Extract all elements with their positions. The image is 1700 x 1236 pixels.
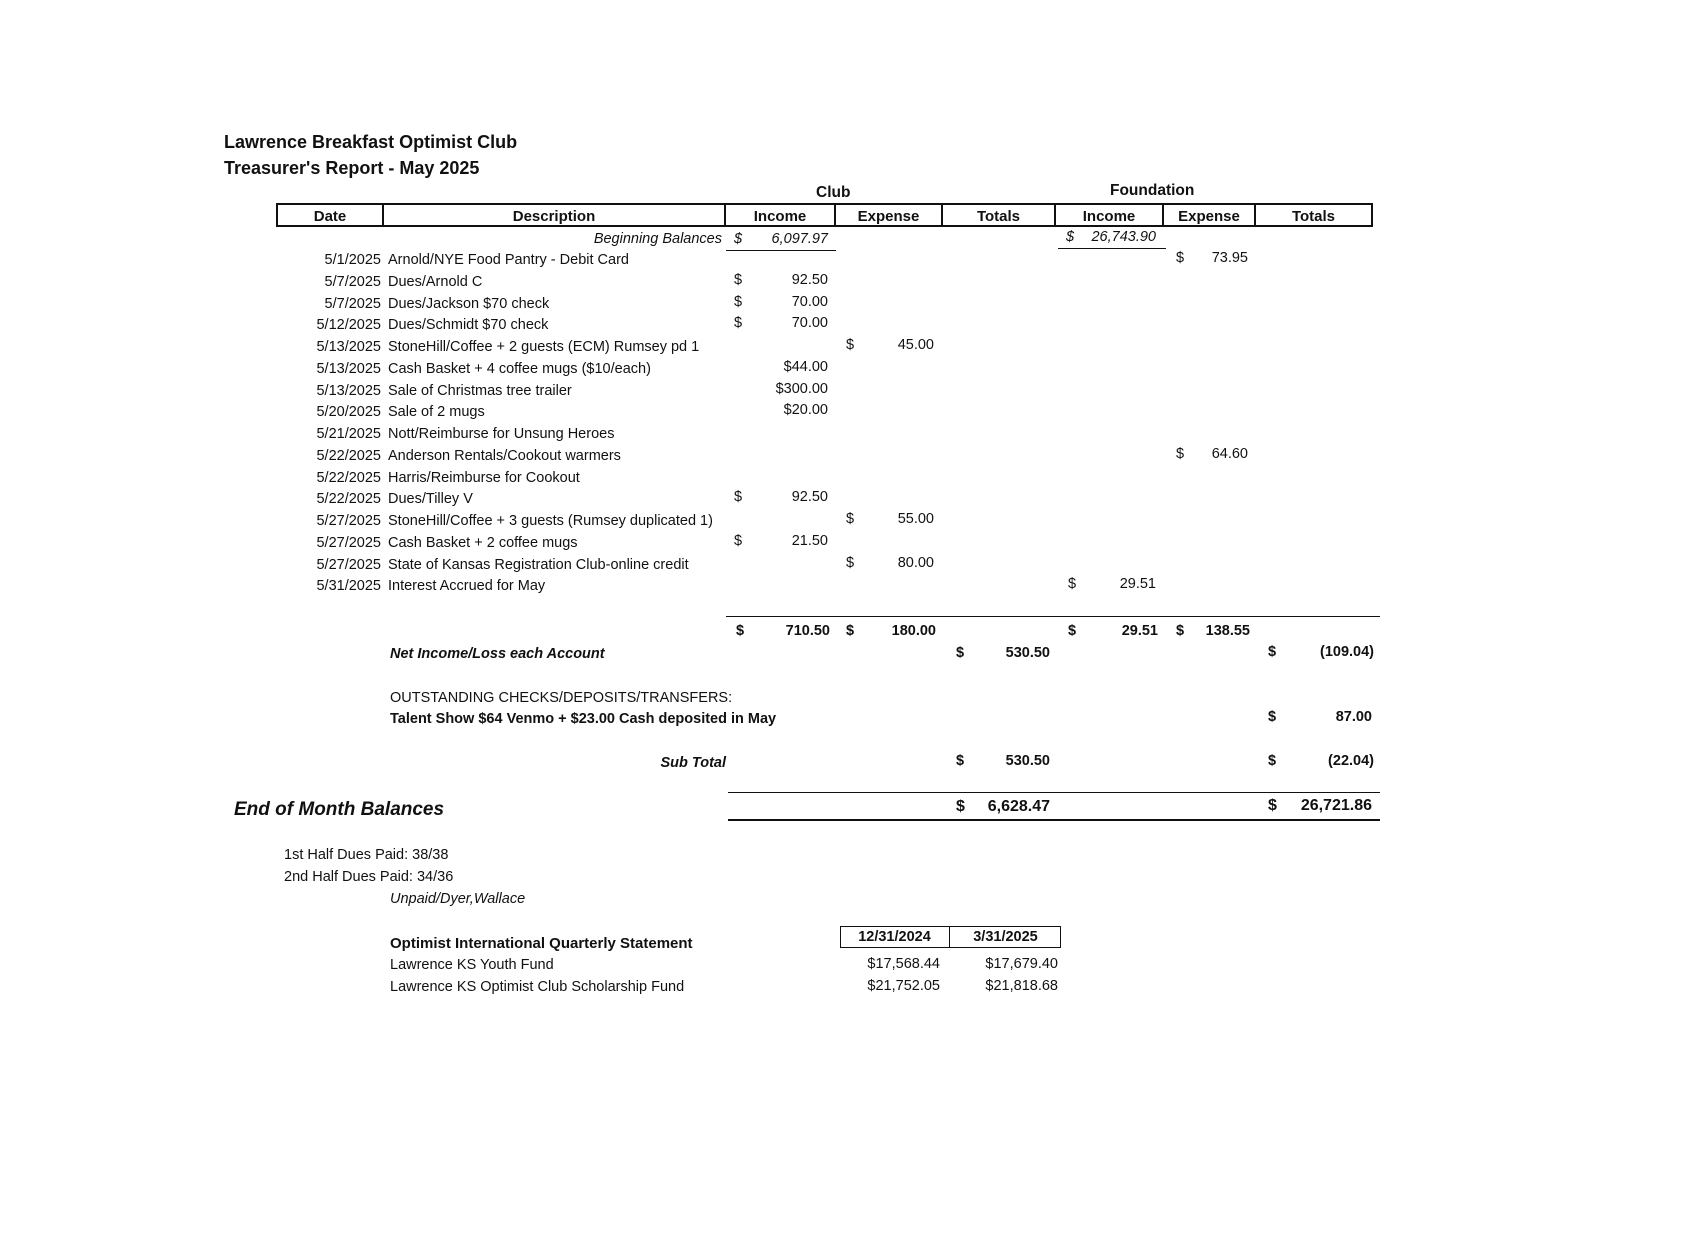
tx-date: 5/12/2025 (316, 317, 381, 333)
dollar-sign: $ (846, 337, 855, 353)
tx-fnd-expense: 64.60 (1211, 446, 1248, 462)
report-title: Treasurer's Report - May 2025 (224, 158, 480, 178)
tx-date: 5/27/2025 (316, 535, 381, 551)
dollar-sign: $ (1176, 250, 1185, 266)
dollar-sign: $ (956, 645, 965, 661)
tx-club-income: $300.00 (775, 381, 828, 397)
dollar-sign: $ (846, 555, 855, 571)
sum-fnd-expense: 138.55 (1205, 623, 1250, 639)
tx-description: Sale of 2 mugs (388, 404, 485, 420)
col-fnd-expense: Expense (1164, 205, 1256, 227)
quarterly-row-v1: $17,568.44 (867, 956, 940, 972)
dollar-sign: $ (846, 623, 855, 639)
quarterly-row-name: Lawrence KS Optimist Club Scholarship Fund (390, 979, 685, 995)
tx-fnd-expense: 73.95 (1211, 250, 1248, 266)
dollar-sign: $ (1176, 446, 1185, 462)
tx-club-expense: 45.00 (897, 337, 934, 353)
tx-club-income: $20.00 (783, 402, 828, 418)
col-club-expense: Expense (836, 205, 943, 227)
end-club-total: 6,628.47 (987, 798, 1050, 815)
tx-club-income: 70.00 (791, 294, 828, 310)
dollar-sign: $ (846, 511, 855, 527)
dollar-sign: $ (956, 753, 965, 769)
quarterly-row-v2: $21,818.68 (985, 978, 1058, 994)
sum-club-income: 710.50 (785, 623, 830, 639)
tx-date: 5/27/2025 (316, 513, 381, 529)
tx-description: Dues/Jackson $70 check (388, 296, 550, 312)
beginning-club-income: 6,097.97 (771, 231, 828, 247)
dollar-sign: $ (734, 315, 743, 331)
dues-first-half: 1st Half Dues Paid: 38/38 (284, 847, 449, 863)
tx-description: Dues/Arnold C (388, 274, 483, 290)
col-fnd-totals: Totals (1291, 208, 1336, 225)
sum-club-expense: 180.00 (891, 623, 936, 639)
end-label: End of Month Balances (234, 799, 445, 820)
tx-description: StoneHill/Coffee + 3 guests (Rumsey duplicated 1) (388, 513, 713, 529)
dollar-sign: $ (1268, 753, 1277, 769)
col-club-income: Income (726, 205, 836, 227)
tx-club-income: $44.00 (783, 359, 828, 375)
quarterly-col1: 12/31/2024 (840, 926, 950, 948)
tx-description: Interest Accrued for May (388, 578, 546, 594)
dollar-sign: $ (1268, 644, 1277, 660)
tx-description: Dues/Tilley V (388, 491, 473, 507)
tx-fnd-income: 29.51 (1119, 576, 1156, 592)
group-foundation: Foundation (1110, 182, 1195, 199)
col-description: Description (384, 205, 726, 227)
end-top-rule (728, 792, 1380, 793)
outstanding-fnd-total: 87.00 (1335, 709, 1372, 725)
org-name: Lawrence Breakfast Optimist Club (224, 132, 518, 152)
dollar-sign: $ (734, 533, 743, 549)
subtotal-label: Sub Total (660, 755, 726, 771)
dollar-sign: $ (956, 798, 965, 815)
col-date: Date (278, 205, 384, 227)
dues-unpaid: Unpaid/Dyer,Wallace (390, 891, 526, 907)
sum-rule (726, 616, 1380, 617)
end-bottom-rule (728, 819, 1380, 821)
tx-date: 5/31/2025 (316, 578, 381, 594)
dollar-sign: $ (1068, 623, 1077, 639)
subtotal-club-total: 530.50 (1005, 753, 1050, 769)
outstanding-label: OUTSTANDING CHECKS/DEPOSITS/TRANSFERS: (390, 690, 733, 706)
tx-date: 5/27/2025 (316, 557, 381, 573)
quarterly-row-v2: $17,679.40 (985, 956, 1058, 972)
tx-date: 5/7/2025 (324, 274, 381, 290)
beginning-fnd-underline (1058, 248, 1166, 249)
dollar-sign: $ (734, 231, 743, 247)
quarterly-row-v1: $21,752.05 (867, 978, 940, 994)
tx-description: Harris/Reimburse for Cookout (388, 470, 580, 486)
beginning-label: Beginning Balances (593, 231, 722, 247)
tx-date: 5/22/2025 (316, 448, 381, 464)
quarterly-col2: 3/31/2025 (973, 929, 1038, 945)
tx-date: 5/1/2025 (324, 252, 381, 268)
sum-fnd-income: 29.51 (1121, 623, 1158, 639)
dollar-sign: $ (1068, 576, 1077, 592)
tx-club-income: 21.50 (791, 533, 828, 549)
tx-date: 5/22/2025 (316, 491, 381, 507)
net-club-total: 530.50 (1005, 645, 1050, 661)
tx-date: 5/7/2025 (324, 296, 381, 312)
tx-description: StoneHill/Coffee + 2 guests (ECM) Rumsey pd 1 (388, 339, 700, 355)
tx-description: Sale of Christmas tree trailer (388, 383, 572, 399)
dues-second-half: 2nd Half Dues Paid: 34/36 (284, 869, 454, 885)
tx-description: Dues/Schmidt $70 check (388, 317, 549, 333)
tx-date: 5/20/2025 (316, 404, 381, 420)
tx-club-expense: 80.00 (897, 555, 934, 571)
dollar-sign: $ (1268, 709, 1277, 725)
dollar-sign: $ (1066, 229, 1075, 245)
tx-club-income: 70.00 (791, 315, 828, 331)
tx-description: Anderson Rentals/Cookout warmers (388, 448, 621, 464)
tx-date: 5/13/2025 (316, 339, 381, 355)
dollar-sign: $ (734, 489, 743, 505)
quarterly-row-name: Lawrence KS Youth Fund (390, 957, 554, 973)
tx-description: State of Kansas Registration Club-online credit (388, 557, 689, 573)
dollar-sign: $ (1176, 623, 1185, 639)
beginning-fnd-income: 26,743.90 (1091, 229, 1156, 245)
beginning-club-underline (726, 250, 836, 251)
dollar-sign: $ (736, 623, 745, 639)
outstanding-item: Talent Show $64 Venmo + $23.00 Cash deposited in May (390, 711, 777, 727)
subtotal-fnd-total: (22.04) (1328, 753, 1374, 769)
end-fnd-total: 26,721.86 (1300, 797, 1372, 814)
tx-description: Cash Basket + 4 coffee mugs ($10/each) (388, 361, 651, 377)
tx-club-expense: 55.00 (897, 511, 934, 527)
tx-club-income: 92.50 (791, 489, 828, 505)
dollar-sign: $ (734, 294, 743, 310)
tx-date: 5/22/2025 (316, 470, 381, 486)
net-label: Net Income/Loss each Account (390, 646, 605, 662)
quarterly-title: Optimist International Quarterly Statement (390, 935, 693, 952)
dollar-sign: $ (1268, 797, 1277, 814)
tx-date: 5/13/2025 (316, 383, 381, 399)
tx-club-income: 92.50 (791, 272, 828, 288)
tx-date: 5/21/2025 (316, 426, 381, 442)
net-fnd-total: (109.04) (1319, 644, 1374, 660)
tx-description: Cash Basket + 2 coffee mugs (388, 535, 578, 551)
tx-description: Nott/Reimburse for Unsung Heroes (388, 426, 615, 442)
col-fnd-income: Income (1056, 205, 1164, 227)
tx-date: 5/13/2025 (316, 361, 381, 377)
dollar-sign: $ (734, 272, 743, 288)
group-club: Club (816, 184, 851, 201)
tx-description: Arnold/NYE Food Pantry - Debit Card (388, 252, 629, 268)
col-club-totals: Totals (943, 205, 1056, 227)
